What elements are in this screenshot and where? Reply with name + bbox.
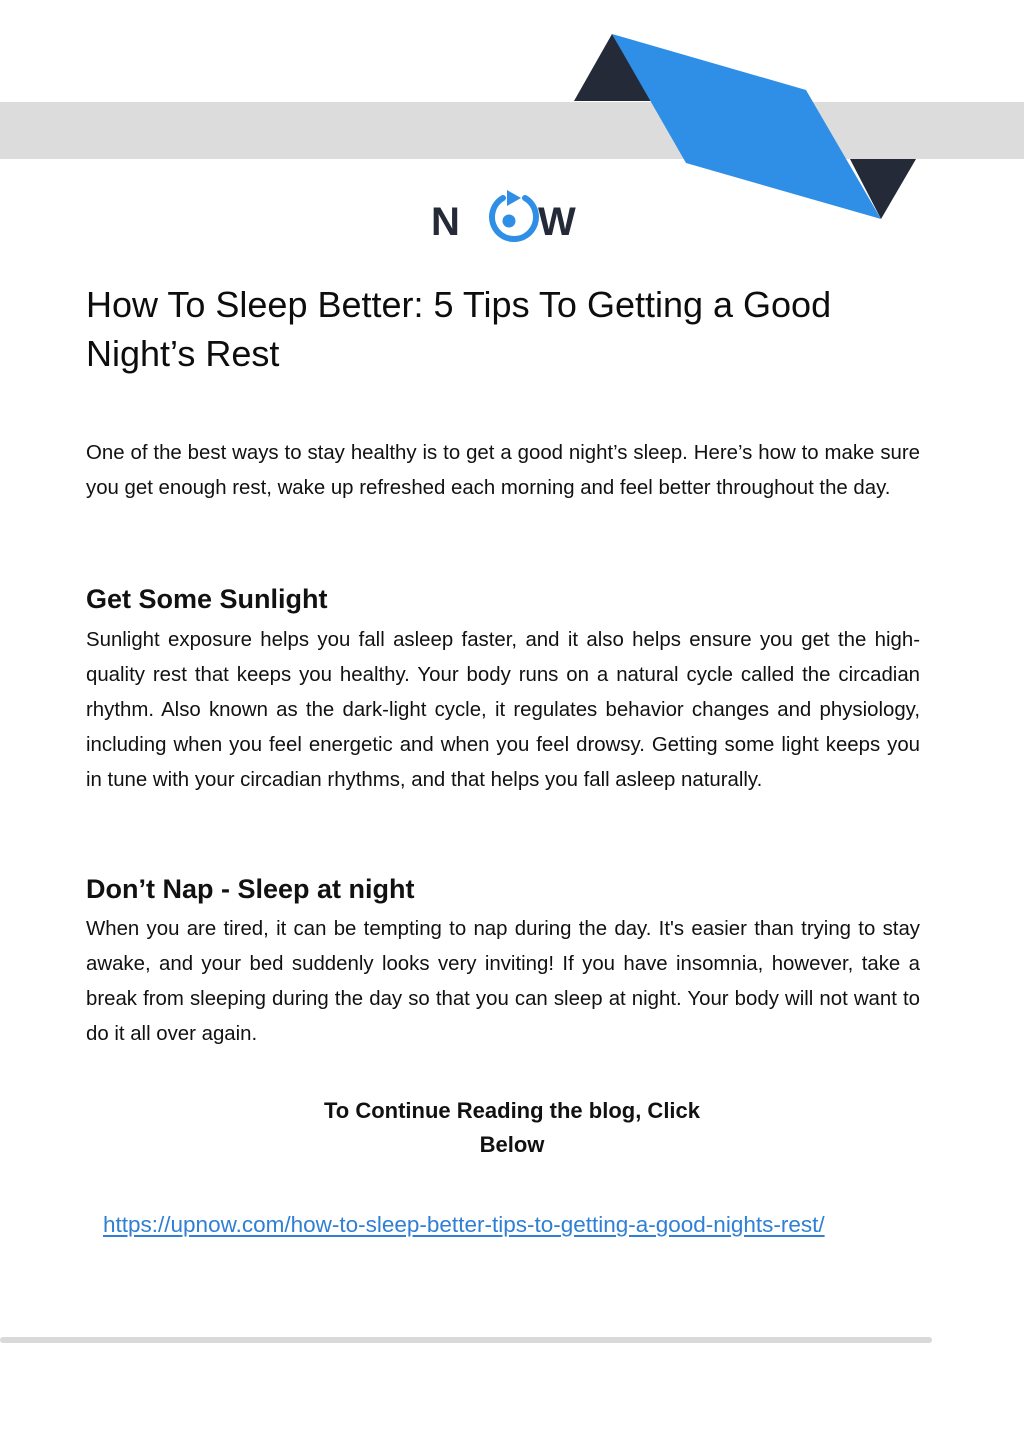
article-title: How To Sleep Better: 5 Tips To Getting a Good Night’s Rest xyxy=(86,284,832,374)
cta-line-2: Below xyxy=(479,1132,545,1157)
ribbon-blue xyxy=(612,34,881,219)
section-heading-nap: Don’t Nap - Sleep at night xyxy=(86,874,415,904)
logo-letter-n: N xyxy=(431,200,460,244)
cta-line-1: To Continue Reading the blog, Click xyxy=(323,1098,701,1123)
logo-letter-w: W xyxy=(538,200,576,244)
section-body-sunlight: Sunlight exposure helps you fall asleep faster, and it also helps ensure you get the high-quality rest that keeps you healthy. Your body runs on a natural cycle called the circadian rhythm. Also known as the dark-light cycle, it regulates behavior changes and physiology, including when you feel energetic and when you feel drowsy. Getting some light keeps you in tune with your circadian rhythms, and that helps you fall asleep naturally. xyxy=(86,629,920,791)
intro-paragraph: One of the best ways to stay healthy is to get a good night’s sleep. Here’s how to make sure you get enough rest, wake up refreshed each morning and feel better throughout the day. xyxy=(86,442,920,499)
footer-divider xyxy=(0,1337,932,1343)
blog-link[interactable]: https://upnow.com/how-to-sleep-better-tips-to-getting-a-good-nights-rest/ xyxy=(103,1212,825,1237)
now-logo xyxy=(431,184,596,254)
continue-reading-callout xyxy=(262,1094,762,1162)
section-body-nap: When you are tired, it can be tempting to nap during the day. It's easier than trying to stay awake, and your bed suddenly looks very inviting! If you have insomnia, however, take a break from sleeping during the day so that you can sleep at night. Your body will not want to do it all over again. xyxy=(86,918,920,1045)
logo-power-icon xyxy=(492,190,536,239)
section-heading-sunlight: Get Some Sunlight xyxy=(86,584,328,614)
